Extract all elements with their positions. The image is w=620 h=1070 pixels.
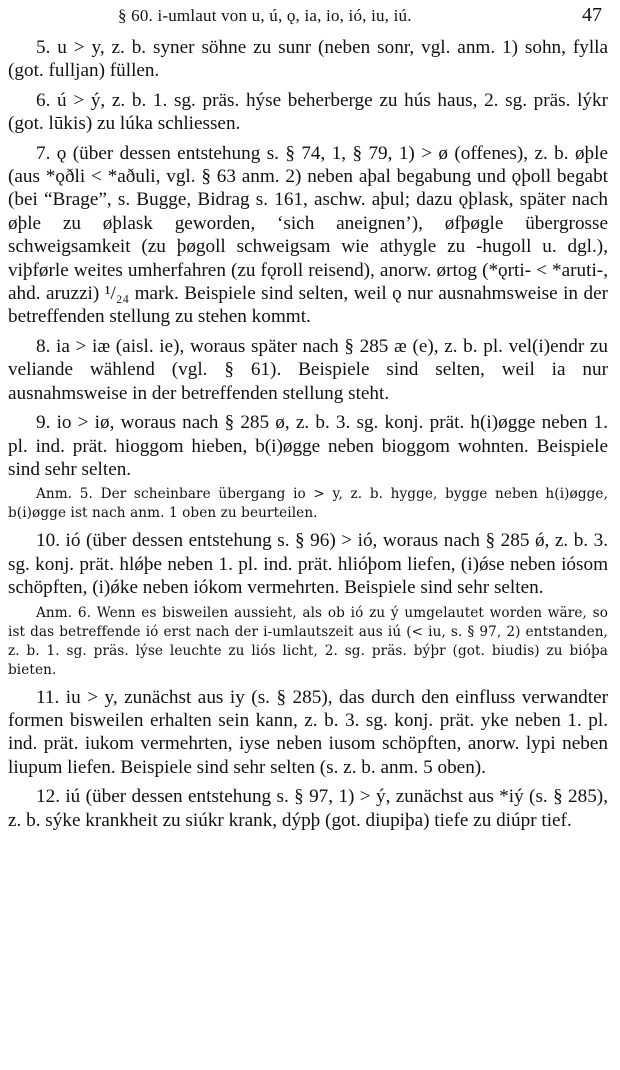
paragraph-7: 7. ǫ (über dessen entstehung s. § 74, 1, § 79, 1) > ø (offenes), z. b. øþle (aus *ǫðli < *aðuli, vgl. § 63 anm. 2) neben aþal begabung und ǫþoll begabt (bei “Brage”, s. Bugge, Bidrag s. 161, aschw. aþul; dazu ǫþlask, später nach øþle zu øþlask geworden, ‘sich aneignen’), øfþøgle übergrosse schweigsamkeit (zu þøgoll schweigsam wie athygle zu -hugoll u. dgl.), viþførle weites umherfahren (zu fǫroll reisend), anorw. ørtog (*ǫrti- < *aruti-, ahd. aruzzi) ¹/₂₄ mark. Beispiele sind selten, weil ǫ nur ausnahmsweise in der betreffenden stellung zu stehen kommt.: [8, 142, 608, 328]
paragraph-12: 12. iú (über dessen entstehung s. § 97, 1) > ý, zunächst aus *iý (s. § 285), z. b. sýke krankheit zu siúkr krank, dýpþ (got. diupiþa) tiefe zu diúpr tief.: [8, 786, 608, 831]
note-anm-5: Anm. 5. Der scheinbare übergang io > y, z. b. hygge, bygge neben h(i)øgge, b(i)øgge ist nach anm. 1 oben zu beurteilen.: [8, 486, 608, 522]
paragraph-11: 11. iu > y, zunächst aus iy (s. § 285), das durch den einfluss verwandter formen bisweilen erhalten sein kann, z. b. 3. sg. konj. prät. yke neben 1. pl. ind. prät. iukom vermehrten, iyse neben iusom schöpften, anorw. lypi neben liupum liefen. Beispiele sind sehr selten (s. z. b. anm. 5 oben).: [8, 686, 608, 778]
page-header: [8, 4, 608, 30]
page-body: [8, 36, 608, 832]
paragraph-10: 10. ió (über dessen entstehung s. § 96) > ió, woraus nach § 285 ǿ, z. b. 3. sg. konj. prät. hlǿþe neben 1. pl. ind. prät. hlióþom liefen, (i)ǿse neben iósom schöpften, (i)ǿke neben iókom vermehrten. Beispiele sind sehr selten.: [8, 530, 608, 599]
note-anm-6: Anm. 6. Wenn es bisweilen aussieht, als ob ió zu ý umgelautet worden wäre, so ist das betreffende ió erst nach der i-umlautszeit aus iú (< iu, s. § 97, 2) entstanden, z. b. 1. sg. präs. lýse leuchte zu liós licht, 2. sg. präs. býþr (got. biudis) zu bióþa bieten.: [8, 604, 608, 678]
paragraph-5: 5. u > y, z. b. syner söhne zu sunr (neben sonr, vgl. anm. 1) sohn, fylla (got. fulljan) füllen.: [8, 37, 608, 82]
paragraph-6: 6. ú > ý, z. b. 1. sg. präs. hýse beherberge zu hús haus, 2. sg. präs. lýkr (got. lūkis) zu lúka schliessen.: [8, 89, 608, 135]
running-head: § 60. i-umlaut von u, ú, ǫ, ia, io, ió, iu, iú.: [118, 6, 412, 25]
page-number: 47: [582, 4, 602, 26]
paragraph-9: 9. io > iø, woraus nach § 285 ø, z. b. 3. sg. konj. prät. h(i)øgge neben 1. pl. ind. prät. hioggom hieben, b(i)øgge neben bioggom wohnten. Beispiele sind sehr selten.: [8, 412, 608, 480]
paragraph-8: 8. ia > iæ (aisl. ie), woraus später nach § 285 æ (e), z. b. pl. vel(i)endr zu veliande wählend (vgl. § 61). Beispiele sind selten, weil ia nur ausnahmsweise in der betreffenden stellung steht.: [8, 335, 608, 404]
